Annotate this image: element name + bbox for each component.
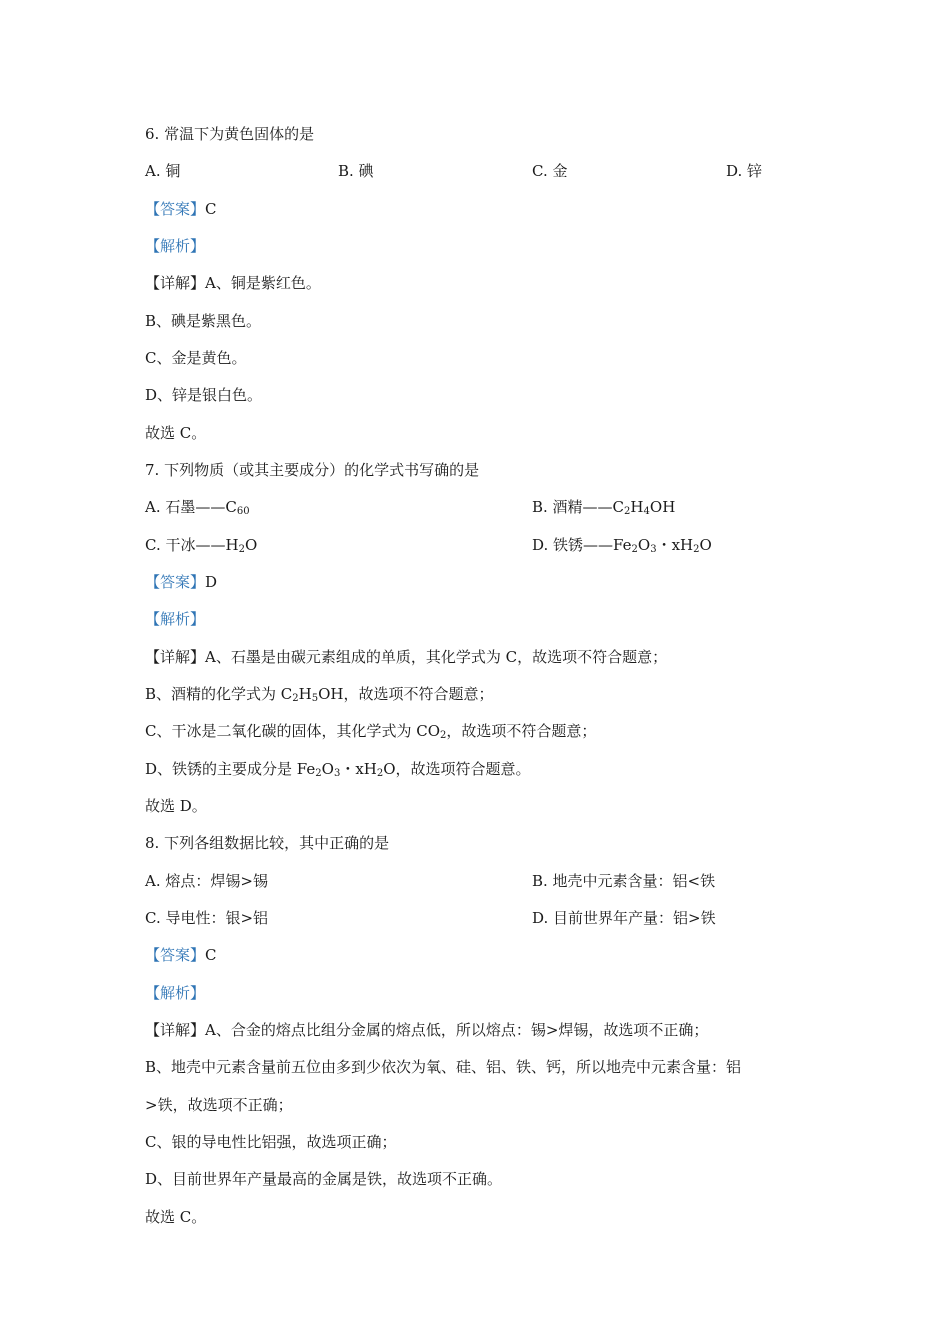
detail-text: A、石墨是由碳元素组成的单质，其化学式为 C，故选项不符合题意； (205, 648, 668, 666)
detail-text: C、干冰是二氧化碳的固体，其化学式为 CO (145, 722, 441, 740)
q6-stem: 6. 常温下为黄色固体的是 (145, 125, 315, 143)
q8-conclusion: 故选 C。 (145, 1208, 207, 1226)
subscript: 2 (440, 730, 447, 741)
detail-tag: 【详解】 (145, 274, 206, 292)
q6-detail-a (145, 273, 321, 293)
detail-text: ，故选项不符合题意； (446, 722, 597, 740)
opt-text: C. 干冰——H (145, 536, 239, 554)
detail-text: OH，故选项不符合题意； (318, 685, 494, 703)
q7-analysis-tag: 【解析】 (145, 610, 206, 628)
q7-option-a (145, 497, 250, 517)
q6-option-a: A. 铜 (145, 162, 181, 180)
detail-text: O (321, 760, 334, 778)
q7-stem: 7. 下列物质（或其主要成分）的化学式书写确的是 (145, 461, 480, 479)
q7-option-c (145, 535, 257, 555)
q7-answer (145, 572, 217, 592)
opt-text: O (244, 536, 258, 554)
detail-tag: 【详解】 (145, 1021, 206, 1039)
q7-conclusion: 故选 D。 (145, 797, 207, 815)
subscript: 2 (315, 768, 322, 779)
subscript: 5 (311, 693, 319, 704)
q7-detail-b (145, 684, 494, 704)
opt-text: OH (649, 498, 676, 516)
opt-text: O (699, 536, 712, 554)
subscript: 2 (631, 544, 638, 555)
opt-text: D. 铁锈——Fe (532, 536, 632, 554)
opt-text: A. 石墨——C (145, 498, 237, 516)
subscript: 2 (624, 506, 631, 517)
q6-detail-c: C、金是黄色。 (145, 349, 247, 367)
subscript: 3 (650, 544, 657, 555)
q6-detail-b: B、碘是紫黑色。 (145, 312, 262, 330)
q7-detail-c (145, 721, 596, 741)
q6-detail-d: D、锌是银白色。 (145, 386, 263, 404)
answer-value: C (205, 946, 217, 964)
subscript: 4 (643, 506, 650, 517)
subscript: 2 (693, 544, 700, 555)
q6-analysis-tag: 【解析】 (145, 237, 206, 255)
q8-option-d: D. 目前世界年产量：铝>铁 (532, 909, 716, 927)
opt-text: B. 酒精——C (532, 498, 625, 516)
q8-detail-b2: >铁，故选项不正确； (145, 1096, 293, 1114)
q7-option-d (532, 535, 712, 555)
subscript: 3 (333, 768, 341, 779)
q8-detail-d: D、目前世界年产量最高的金属是铁，故选项不正确。 (145, 1170, 503, 1188)
q7-option-b (532, 497, 675, 517)
answer-tag: 【答案】 (145, 946, 206, 964)
q6-answer (145, 199, 217, 219)
q6-conclusion: 故选 C。 (145, 424, 207, 442)
detail-text: B、酒精的化学式为 C (145, 685, 293, 703)
opt-text: H (630, 498, 644, 516)
q8-detail-c: C、银的导电性比铝强，故选项正确； (145, 1133, 397, 1151)
detail-text: ・xH (340, 760, 377, 778)
answer-value: C (205, 200, 217, 218)
detail-text: D、铁锈的主要成分是 Fe (145, 760, 316, 778)
q8-detail-a (145, 1020, 708, 1040)
q8-option-a: A. 熔点：焊锡>锡 (145, 872, 268, 890)
q6-option-b: B. 碘 (338, 162, 374, 180)
detail-text: H (298, 685, 312, 703)
q8-option-c: C. 导电性：银>铝 (145, 909, 269, 927)
subscript: 2 (292, 693, 299, 704)
subscript: 2 (238, 544, 245, 555)
q7-detail-d (145, 759, 531, 779)
answer-tag: 【答案】 (145, 573, 206, 591)
q8-analysis-tag: 【解析】 (145, 984, 206, 1002)
opt-text: ・xH (656, 536, 694, 554)
q8-option-b: B. 地壳中元素含量：铝<铁 (532, 872, 716, 890)
q8-answer (145, 945, 217, 965)
subscript: 60 (236, 506, 250, 517)
detail-text: A、合金的熔点比组分金属的熔点低，所以熔点：锡>焊锡，故选项不正确； (205, 1021, 709, 1039)
detail-text: O，故选项符合题意。 (383, 760, 531, 778)
q8-stem: 8. 下列各组数据比较，其中正确的是 (145, 834, 390, 852)
opt-text: O (637, 536, 651, 554)
answer-value: D (205, 573, 218, 591)
q6-option-d: D. 锌 (726, 162, 763, 180)
q8-detail-b1: B、地壳中元素含量前五位由多到少依次为氧、硅、铝、铁、钙，所以地壳中元素含量：铝 (145, 1058, 742, 1076)
detail-tag: 【详解】 (145, 648, 206, 666)
subscript: 2 (376, 768, 384, 779)
answer-tag: 【答案】 (145, 200, 206, 218)
q7-detail-a (145, 647, 667, 667)
q6-option-c: C. 金 (532, 162, 568, 180)
detail-text: A、铜是紫红色。 (205, 274, 321, 292)
